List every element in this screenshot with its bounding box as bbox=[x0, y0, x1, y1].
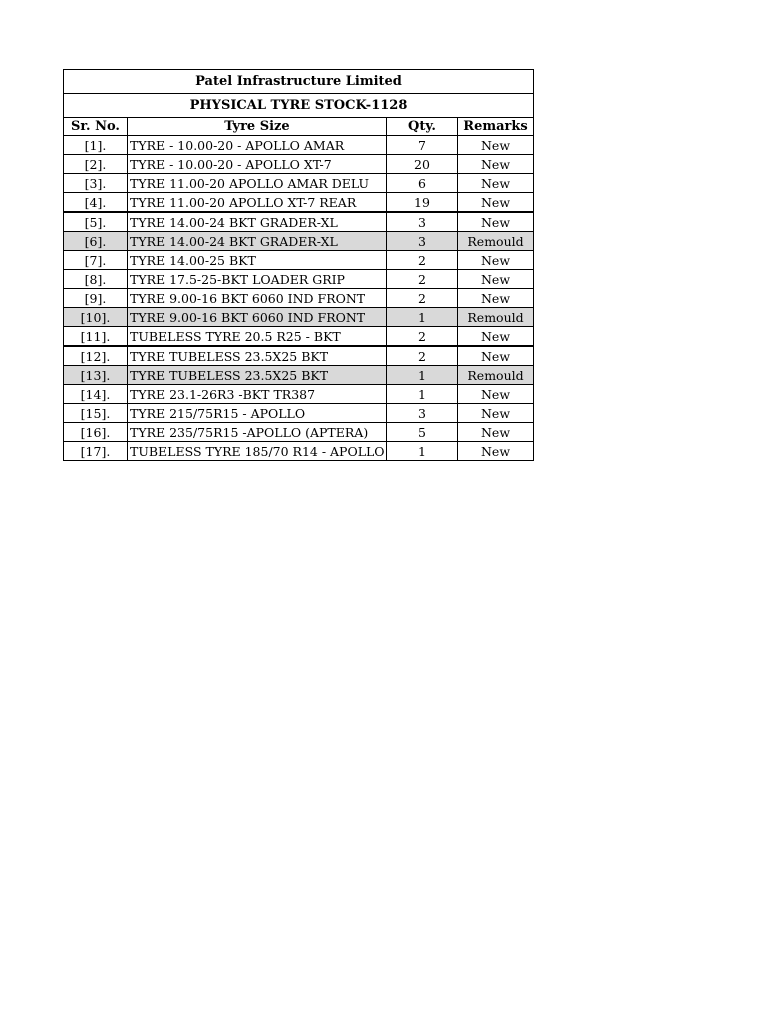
table-row bbox=[64, 174, 534, 193]
sr-no-cell: [16]. bbox=[64, 423, 128, 442]
remarks-cell: New bbox=[458, 193, 534, 213]
remarks-cell: New bbox=[458, 174, 534, 193]
tyre-size-cell: TYRE 235/75R15 -APOLLO (APTERA) bbox=[128, 423, 387, 442]
tyre-size-cell: TYRE 9.00-16 BKT 6060 IND FRONT bbox=[128, 308, 387, 327]
sr-no-cell: [12]. bbox=[64, 346, 128, 366]
remarks-cell: New bbox=[458, 270, 534, 289]
column-header-tyre-size: Tyre Size bbox=[128, 118, 387, 136]
remarks-cell: New bbox=[458, 251, 534, 270]
sr-no-cell: [7]. bbox=[64, 251, 128, 270]
table-row-remould bbox=[64, 366, 534, 385]
table-row bbox=[64, 136, 534, 155]
sr-no-cell: [11]. bbox=[64, 327, 128, 347]
qty-cell: 1 bbox=[387, 308, 458, 327]
remarks-cell: New bbox=[458, 136, 534, 155]
qty-cell: 3 bbox=[387, 212, 458, 232]
tyre-size-cell: TYRE 17.5-25-BKT LOADER GRIP bbox=[128, 270, 387, 289]
sr-no-cell: [8]. bbox=[64, 270, 128, 289]
qty-cell: 20 bbox=[387, 155, 458, 174]
sr-no-cell: [15]. bbox=[64, 404, 128, 423]
sr-no-cell: [13]. bbox=[64, 366, 128, 385]
remarks-cell: New bbox=[458, 423, 534, 442]
remarks-cell: New bbox=[458, 442, 534, 461]
remarks-cell: New bbox=[458, 404, 534, 423]
qty-cell: 1 bbox=[387, 442, 458, 461]
qty-cell: 2 bbox=[387, 327, 458, 347]
column-header-sr-no: Sr. No. bbox=[64, 118, 128, 136]
sr-no-cell: [10]. bbox=[64, 308, 128, 327]
tyre-size-cell: TUBELESS TYRE 20.5 R25 - BKT bbox=[128, 327, 387, 347]
tyre-size-cell: TYRE 14.00-25 BKT bbox=[128, 251, 387, 270]
remarks-cell: New bbox=[458, 155, 534, 174]
sr-no-cell: [14]. bbox=[64, 385, 128, 404]
remarks-cell: New bbox=[458, 385, 534, 404]
table-row bbox=[64, 404, 534, 423]
sr-no-cell: [6]. bbox=[64, 232, 128, 251]
qty-cell: 2 bbox=[387, 251, 458, 270]
tyre-size-cell: TYRE - 10.00-20 - APOLLO XT-7 bbox=[128, 155, 387, 174]
table-row bbox=[64, 251, 534, 270]
sr-no-cell: [5]. bbox=[64, 212, 128, 232]
qty-cell: 2 bbox=[387, 346, 458, 366]
qty-cell: 3 bbox=[387, 404, 458, 423]
tyre-size-cell: TYRE 23.1-26R3 -BKT TR387 bbox=[128, 385, 387, 404]
table-row bbox=[64, 155, 534, 174]
remarks-cell: Remould bbox=[458, 232, 534, 251]
tyre-stock-sheet bbox=[63, 69, 533, 461]
table-row bbox=[64, 442, 534, 461]
qty-cell: 7 bbox=[387, 136, 458, 155]
company-name: Patel Infrastructure Limited bbox=[64, 70, 534, 94]
table-row bbox=[64, 270, 534, 289]
tyre-size-cell: TYRE 14.00-24 BKT GRADER-XL bbox=[128, 212, 387, 232]
column-header-qty: Qty. bbox=[387, 118, 458, 136]
remarks-cell: New bbox=[458, 346, 534, 366]
table-row bbox=[64, 346, 534, 366]
remarks-cell: New bbox=[458, 289, 534, 308]
table-row bbox=[64, 423, 534, 442]
column-header-row bbox=[64, 118, 534, 136]
qty-cell: 6 bbox=[387, 174, 458, 193]
report-title-row bbox=[64, 94, 534, 118]
sr-no-cell: [17]. bbox=[64, 442, 128, 461]
sr-no-cell: [1]. bbox=[64, 136, 128, 155]
remarks-cell: New bbox=[458, 327, 534, 347]
tyre-size-cell: TYRE 14.00-24 BKT GRADER-XL bbox=[128, 232, 387, 251]
table-row bbox=[64, 327, 534, 347]
qty-cell: 5 bbox=[387, 423, 458, 442]
qty-cell: 1 bbox=[387, 385, 458, 404]
qty-cell: 1 bbox=[387, 366, 458, 385]
table-row bbox=[64, 289, 534, 308]
table-row bbox=[64, 385, 534, 404]
tyre-size-cell: TYRE 9.00-16 BKT 6060 IND FRONT bbox=[128, 289, 387, 308]
tyre-size-cell: TYRE 215/75R15 - APOLLO bbox=[128, 404, 387, 423]
qty-cell: 2 bbox=[387, 289, 458, 308]
sr-no-cell: [2]. bbox=[64, 155, 128, 174]
sr-no-cell: [4]. bbox=[64, 193, 128, 213]
tyre-size-cell: TYRE 11.00-20 APOLLO AMAR DELU bbox=[128, 174, 387, 193]
table-row-remould bbox=[64, 232, 534, 251]
sr-no-cell: [3]. bbox=[64, 174, 128, 193]
qty-cell: 2 bbox=[387, 270, 458, 289]
tyre-size-cell: TYRE 11.00-20 APOLLO XT-7 REAR bbox=[128, 193, 387, 213]
company-row bbox=[64, 70, 534, 94]
report-title: PHYSICAL TYRE STOCK-1128 bbox=[64, 94, 534, 118]
qty-cell: 3 bbox=[387, 232, 458, 251]
table-row-remould bbox=[64, 308, 534, 327]
tyre-size-cell: TUBELESS TYRE 185/70 R14 - APOLLO bbox=[128, 442, 387, 461]
tyre-size-cell: TYRE TUBELESS 23.5X25 BKT bbox=[128, 366, 387, 385]
remarks-cell: Remould bbox=[458, 366, 534, 385]
table-row bbox=[64, 193, 534, 213]
qty-cell: 19 bbox=[387, 193, 458, 213]
remarks-cell: New bbox=[458, 212, 534, 232]
remarks-cell: Remould bbox=[458, 308, 534, 327]
sr-no-cell: [9]. bbox=[64, 289, 128, 308]
column-header-remarks: Remarks bbox=[458, 118, 534, 136]
tyre-size-cell: TYRE - 10.00-20 - APOLLO AMAR bbox=[128, 136, 387, 155]
table-row bbox=[64, 212, 534, 232]
tyre-stock-table bbox=[63, 69, 534, 461]
tyre-size-cell: TYRE TUBELESS 23.5X25 BKT bbox=[128, 346, 387, 366]
